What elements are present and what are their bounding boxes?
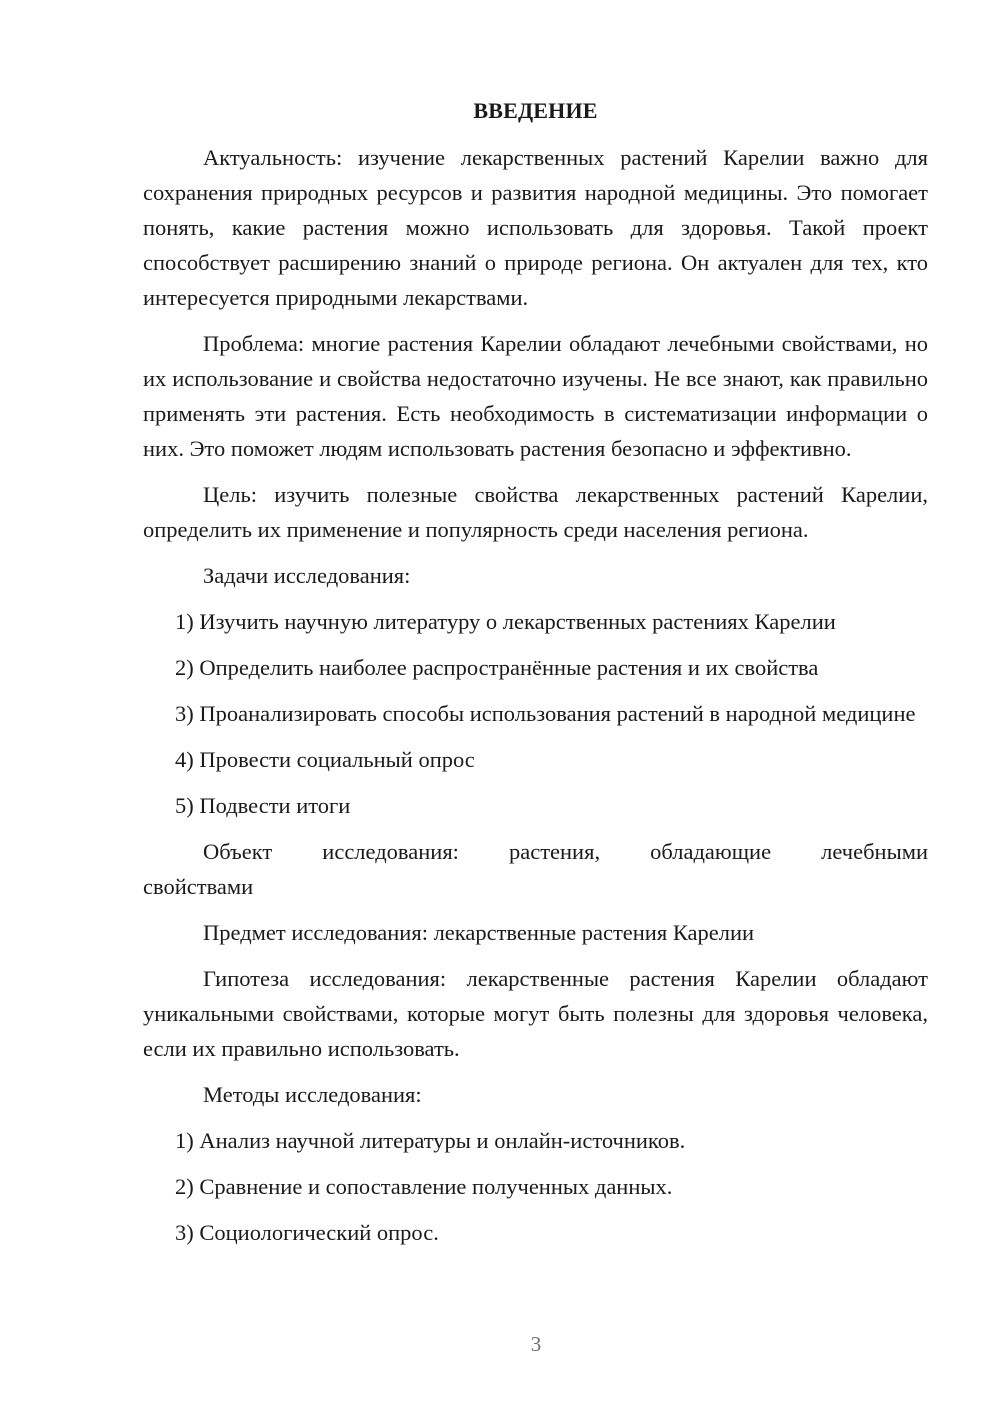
method-item-1: 1) Анализ научной литературы и онлайн-источников. xyxy=(175,1128,686,1153)
relevance-paragraph: Актуальность: изучение лекарственных растений Карелии важно для сохранения природных ресурсов и развития народной медицины. Это помогает понять, какие растения можно использовать для здоровья. Такой проект способствует расширению знаний о природе региона. Он актуален для тех, кто интересуется природными лекарствами. xyxy=(143,145,928,310)
task-item-5: 5) Подвести итоги xyxy=(175,793,351,818)
document-page xyxy=(143,92,928,1250)
methods-heading: Методы исследования: xyxy=(203,1082,422,1107)
hypothesis-paragraph: Гипотеза исследования: лекарственные растения Карелии обладают уникальными свойствами, которые могут быть полезны для здоровья человека, если их правильно использовать. xyxy=(143,966,928,1061)
object-line-1: Объект исследования: растения, обладающие лечебными xyxy=(203,839,928,864)
task-item-1: 1) Изучить научную литературу о лекарственных растениях Карелии xyxy=(175,609,836,634)
problem-paragraph: Проблема: многие растения Карелии обладают лечебными свойствами, но их использование и свойства недостаточно изучены. Не все знают, как правильно применять эти растения. Есть необходимость в систематизации информации о них. Это поможет людям использовать растения безопасно и эффективно. xyxy=(143,331,928,461)
object-line-2: свойствами xyxy=(143,874,254,899)
method-item-3: 3) Социологический опрос. xyxy=(175,1220,439,1245)
tasks-heading: Задачи исследования: xyxy=(203,563,411,588)
task-item-4: 4) Провести социальный опрос xyxy=(175,747,475,772)
task-item-3: 3) Проанализировать способы использования растений в народной медицине xyxy=(175,701,916,726)
goal-paragraph: Цель: изучить полезные свойства лекарственных растений Карелии, определить их применение и популярность среди населения региона. xyxy=(143,482,928,542)
method-item-2: 2) Сравнение и сопоставление полученных данных. xyxy=(175,1174,673,1199)
section-title: ВВЕДЕНИЕ xyxy=(473,98,598,123)
page-number: 3 xyxy=(530,1332,542,1356)
object-paragraph xyxy=(143,834,928,904)
task-item-2: 2) Определить наиболее распространённые растения и их свойства xyxy=(175,655,819,680)
subject-paragraph: Предмет исследования: лекарственные растения Карелии xyxy=(203,920,755,945)
